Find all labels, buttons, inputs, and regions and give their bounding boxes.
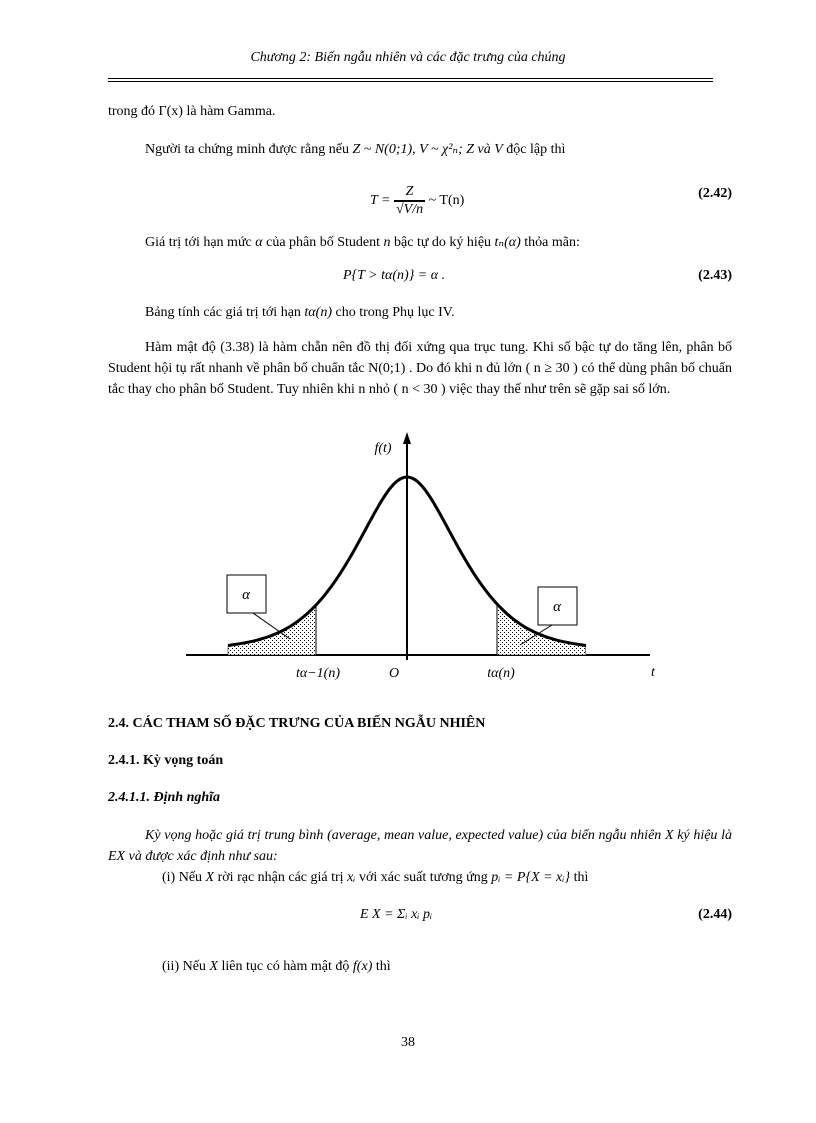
equation-2-42: T = $\frac{Z}{√V/n}$ ~ T(n) (2.42): [370, 184, 732, 217]
paragraph-density: Hàm mật độ (3.38) là hàm chẵn nên đồ thị đối xứng qua trục tung. Khi số bậc tự do tăng lên, phân bố Student hội tụ rất nhanh về phân bố chuẩn tắc N(0;1) . Do đó khi n đủ lớn ( n ≥ 30 ) có thể dùng phân bố chuẩn tắc thay cho phân bố Student. Tuy nhiên khi n nhỏ ( n < 30 ) việc thay thế như trên sẽ gặp sai số lớn.: [108, 340, 732, 397]
origin-label: O: [388, 666, 400, 681]
left-critical-label: tα−1(n): [295, 666, 341, 681]
equation-number: (2.42): [698, 186, 732, 201]
y-axis-arrow: [403, 432, 411, 444]
math-inline: Z ~ N(0;1), V ~ χ²ₙ; Z và V: [352, 142, 503, 157]
equation-2-43: P{T > tα(n)} = α . (2.43): [343, 268, 732, 283]
page-number: 38: [401, 1035, 415, 1050]
section-heading-2-4: 2.4. CÁC THAM SỐ ĐẶC TRƯNG CỦA BIẾN NGẪU NHIÊN: [108, 716, 486, 731]
equation-number: (2.43): [698, 268, 732, 283]
paragraph-gamma: trong đó Γ(x) là hàm Gamma.: [108, 104, 276, 119]
right-critical-label: tα(n): [487, 666, 515, 681]
section-heading-2-4-1: 2.4.1. Kỳ vọng toán: [108, 753, 224, 768]
paragraph-table-ref: Bảng tính các giá trị tới hạn tα(n) cho trong Phụ lục IV.: [145, 305, 455, 320]
definition-item-continuous: (ii) Nếu X liên tục có hàm mật độ f(x) thì: [162, 959, 391, 974]
definition-item-discrete: (i) Nếu X rời rạc nhận các giá trị xᵢ với xác suất tương ứng pᵢ = P{X = xᵢ} thì: [162, 870, 589, 885]
fraction: $\frac{Z}{√V/n}$: [395, 184, 424, 217]
paragraph-critical-value: Giá trị tới hạn mức α của phân bố Student n bậc tự do ký hiệu tₙ(α) thỏa mãn:: [145, 235, 580, 250]
y-axis-label: f(t): [374, 441, 392, 456]
left-alpha-label: α: [242, 587, 250, 603]
page-header: Chương 2: Biến ngẫu nhiên và các đặc trưng của chúng: [250, 50, 566, 65]
paragraph-theorem: Người ta chứng minh được rằng nếu Z ~ N(0;1), V ~ χ²ₙ; Z và V độc lập thì: [145, 142, 566, 157]
x-axis-label: t: [651, 665, 655, 680]
section-heading-2-4-1-1: 2.4.1.1. Định nghĩa: [108, 790, 221, 805]
equation-number: (2.44): [698, 907, 732, 922]
definition-paragraph: Kỳ vọng hoặc giá trị trung bình (average, mean value, expected value) của biến ngẫu nhiên X ký hiệu là EX và được xác định như sau:: [108, 828, 732, 864]
equation-2-44: E X = Σᵢ xᵢ pᵢ (2.44): [360, 907, 732, 922]
right-alpha-label: α: [553, 599, 561, 615]
